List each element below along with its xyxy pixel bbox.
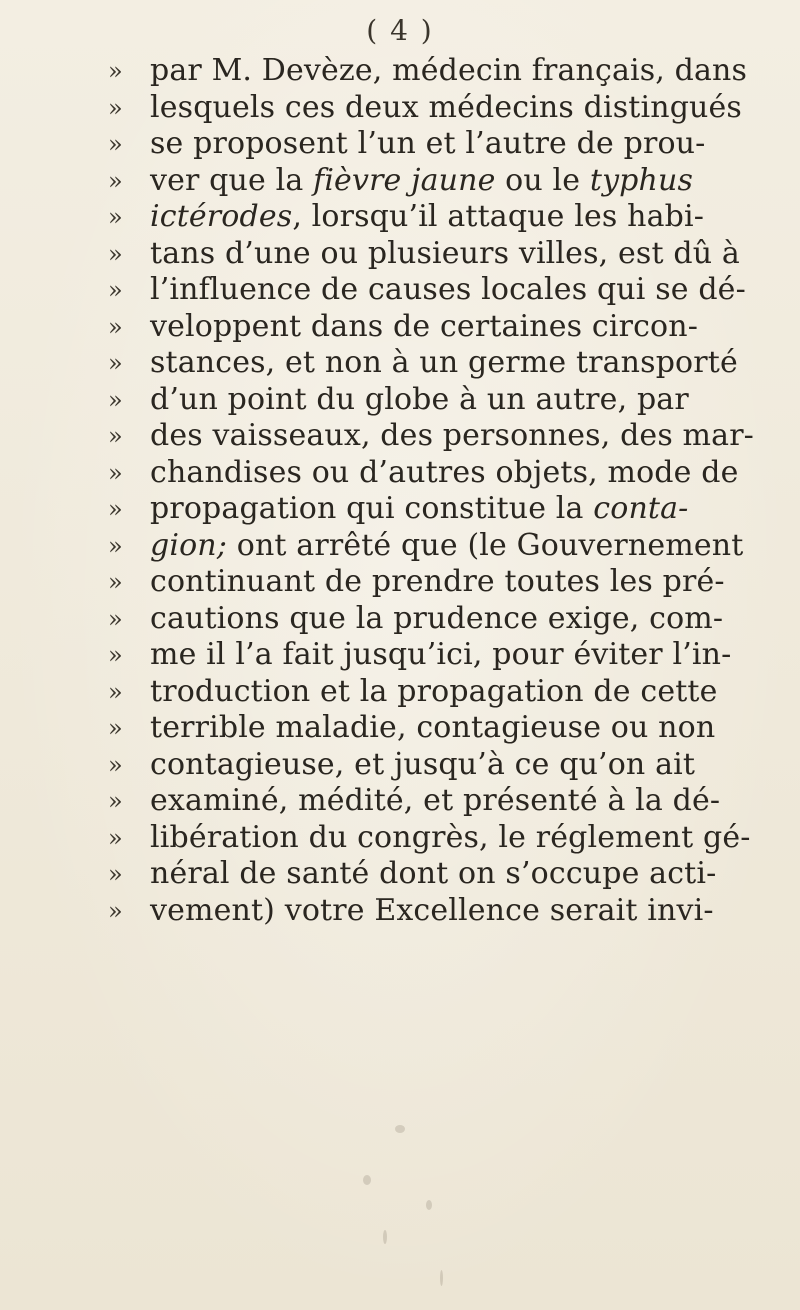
italic-phrase: conta- [593,491,689,526]
line-text [150,600,724,638]
page-number: ( 4 ) [366,14,434,47]
text-line [0,491,800,528]
line-text [150,564,725,601]
text-line [0,53,800,90]
quote-mark: » [108,750,123,779]
text-line [0,564,800,601]
text-run: , lorsqu’il attaque les habi- [292,199,705,234]
line-text [150,710,716,747]
quote-mark: » [108,349,123,377]
text-line [0,418,800,455]
quote-mark: » [108,385,123,414]
line-text [150,126,706,163]
quote-mark: » [108,458,123,487]
quote-mark: » [108,93,123,122]
text-run: néral de santé dont on s’occupe acti- [150,856,717,891]
text-run: me il l’a fait jusqu’ici, pour éviter l’in- [150,637,732,672]
text-line [0,637,800,674]
quote-mark: » [108,203,123,231]
ink-smudge [440,1270,443,1286]
ink-smudge [383,1230,387,1244]
text-run: propagation qui constitue la [150,491,594,526]
text-run: tans d’une ou plusieurs villes, est dû à [150,235,740,271]
line-text [150,673,718,711]
text-line [0,893,800,930]
text-run: d’un point du globe à un autre, par [150,381,689,417]
line-text [150,272,746,309]
italic-phrase: typhus [589,162,694,198]
text-run: l’influence de causes locales qui se dé- [150,272,746,307]
quote-mark: » [108,166,123,195]
quote-mark: » [108,495,123,523]
text-run: lesquels ces deux médecins distingués [150,89,742,125]
line-text [150,308,699,346]
line-text [150,345,738,382]
text-run: ou le [495,162,590,198]
text-run: se proposent l’un et l’autre de prou- [150,126,706,161]
quote-mark: » [108,714,123,742]
quote-mark: » [108,641,123,669]
text-line [0,126,800,163]
italic-phrase: gion; [150,527,228,563]
text-run: par M. Devèze, médecin français, dans [150,53,748,88]
line-text [150,746,696,784]
line-text [150,783,721,820]
text-line [0,236,800,273]
quote-mark: » [108,677,123,706]
text-run: continuant de prendre toutes les pré- [150,564,725,599]
line-text [150,491,689,528]
line-text [150,892,714,930]
text-run: ont arrêté que (le Gouvernement [227,527,744,563]
ink-smudge [426,1200,432,1210]
quote-mark: » [108,896,123,925]
text-run: contagieuse, et jusqu’à ce qu’on ait [150,746,696,782]
line-text [150,856,717,893]
quote-mark: » [108,604,123,633]
text-run: terrible maladie, contagieuse ou non [150,710,716,745]
quote-mark: » [108,568,123,596]
line-text [150,235,740,273]
text-line [0,601,800,638]
text-run: chandises ou d’autres objets, mode de [150,454,739,490]
line-text [150,381,689,419]
line-text [150,637,732,674]
ink-smudge [395,1125,405,1133]
text-run: libération du congrès, le réglement gé- [150,819,751,855]
quote-mark: » [108,239,123,268]
text-line [0,382,800,419]
text-run: troduction et la propagation de cette [150,673,718,709]
text-run: stances, et non à un germe transporté [150,345,738,380]
text-line [0,747,800,784]
italic-phrase: fièvre jaune [313,162,496,198]
quote-mark: » [108,130,123,158]
text-line [0,455,800,492]
text-run: veloppent dans de certaines circon- [150,308,699,344]
text-run: des vaisseaux, des personnes, des mar- [150,418,754,453]
quote-mark: » [108,787,123,815]
text-line [0,783,800,820]
text-line [0,856,800,893]
line-text [150,199,705,236]
line-text [150,418,754,455]
ink-smudge [363,1175,371,1185]
quote-mark: » [108,312,123,341]
text-line [0,820,800,857]
text-run: examiné, médité, et présenté à la dé- [150,783,721,818]
text-line [0,163,800,200]
text-line [0,528,800,565]
text-line [0,345,800,382]
text-body [0,53,800,929]
text-line [0,199,800,236]
text-line [0,674,800,711]
text-run: vement) votre Excellence serait invi- [150,892,714,928]
quote-mark: » [108,57,123,85]
quote-mark: » [108,531,123,560]
text-line [0,272,800,309]
line-text [150,162,694,200]
italic-phrase: ictérodes [150,199,293,234]
quote-mark: » [108,823,123,852]
quote-mark: » [108,276,123,304]
text-run: ver que la [150,162,314,198]
text-run: cautions que la prudence exige, com- [150,600,724,636]
quote-mark: » [108,860,123,888]
line-text [150,819,751,857]
line-text [150,89,742,127]
text-line [0,309,800,346]
line-text [150,454,739,492]
text-line [0,710,800,747]
quote-mark: » [108,422,123,450]
text-line [0,90,800,127]
line-text [150,53,748,90]
line-text [150,527,744,565]
